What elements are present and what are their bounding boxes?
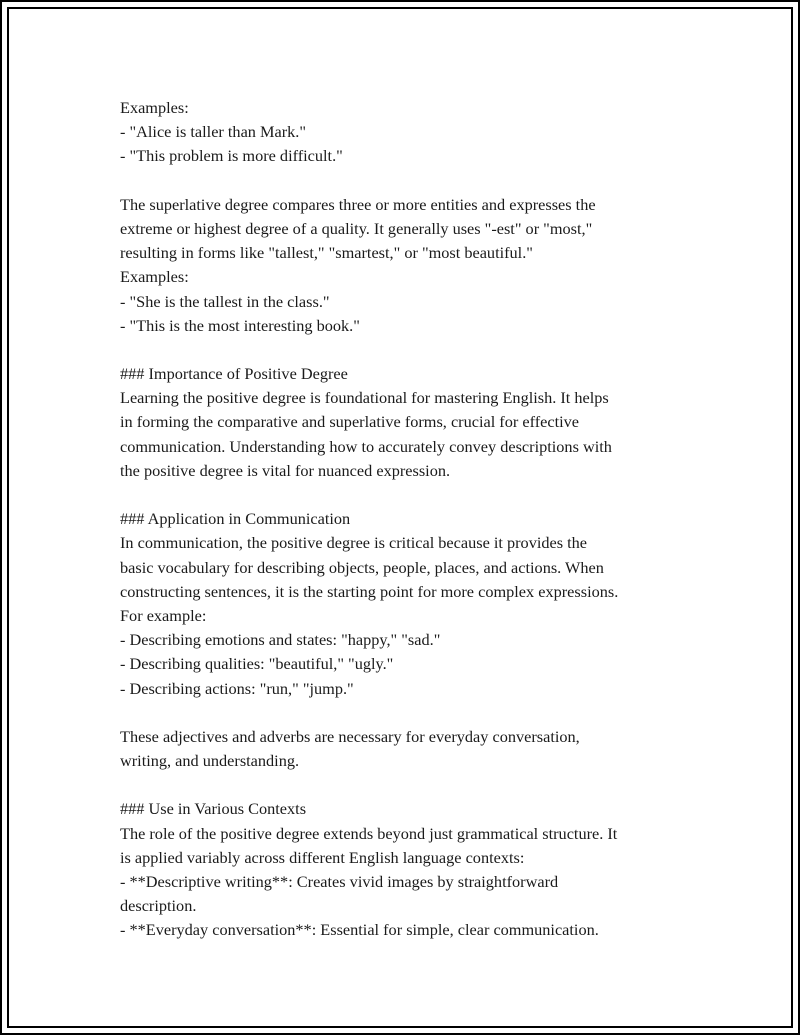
text-line: communication. Understanding how to accurately convey descriptions with xyxy=(120,436,612,456)
text-line: - "This problem is more difficult." xyxy=(120,146,343,166)
text-line: Learning the positive degree is foundational for mastering English. It helps xyxy=(120,388,609,408)
text-line: the positive degree is vital for nuanced expression. xyxy=(120,460,451,480)
blank-line xyxy=(120,773,700,797)
text-line: - Describing emotions and states: "happy," "sad." xyxy=(120,630,441,650)
text-line: basic vocabulary for describing objects, people, places, and actions. When xyxy=(120,557,604,577)
blank-line xyxy=(120,338,700,362)
text-line: - "She is the tallest in the class." xyxy=(120,291,330,311)
text-line: - "This is the most interesting book." xyxy=(120,315,360,335)
blank-line xyxy=(120,483,700,507)
text-line: description. xyxy=(120,896,197,916)
text-line: - **Everyday conversation**: Essential for simple, clear communication. xyxy=(120,920,599,940)
text-line: in forming the comparative and superlative forms, crucial for effective xyxy=(120,412,580,432)
text-line: extreme or highest degree of a quality. It generally uses "-est" or "most," xyxy=(120,218,593,238)
text-line: - Describing qualities: "beautiful," "ugly." xyxy=(120,654,394,674)
blank-line xyxy=(120,701,700,725)
section-heading: ### Use in Various Contexts xyxy=(120,799,307,819)
text-line: In communication, the positive degree is critical because it provides the xyxy=(120,533,588,553)
document-body xyxy=(120,96,700,943)
section-heading: ### Importance of Positive Degree xyxy=(120,364,348,384)
text-line: The superlative degree compares three or more entities and expresses the xyxy=(120,194,596,214)
section-heading: ### Application in Communication xyxy=(120,509,351,529)
text-line: These adjectives and adverbs are necessary for everyday conversation, xyxy=(120,726,580,746)
text-line: - "Alice is taller than Mark." xyxy=(120,122,306,142)
text-line: is applied variably across different English language contexts: xyxy=(120,847,525,867)
text-line: resulting in forms like "tallest," "smartest," or "most beautiful." xyxy=(120,243,533,263)
text-line: Examples: xyxy=(120,267,189,287)
text-line: constructing sentences, it is the starting point for more complex expressions. xyxy=(120,581,619,601)
text-line: For example: xyxy=(120,605,207,625)
text-line: - Describing actions: "run," "jump." xyxy=(120,678,354,698)
text-line: The role of the positive degree extends beyond just grammatical structure. It xyxy=(120,823,618,843)
text-line: writing, and understanding. xyxy=(120,751,300,771)
blank-line xyxy=(120,169,700,193)
text-line: Examples: xyxy=(120,98,189,117)
text-line: - **Descriptive writing**: Creates vivid images by straightforward xyxy=(120,872,559,891)
